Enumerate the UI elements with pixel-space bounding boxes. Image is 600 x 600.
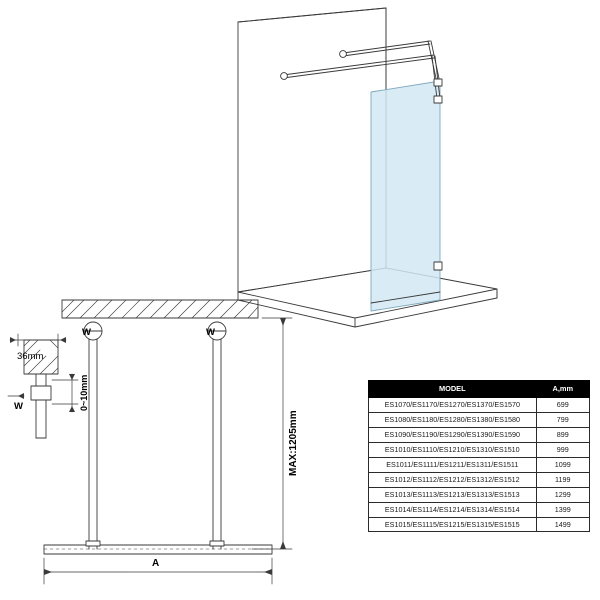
model-size-table [368,380,590,532]
table-header-row [369,381,590,398]
table-row [369,472,590,487]
label-adjust-range: 0~10mm [79,374,89,411]
table-row [369,487,590,502]
cell-model: ES1012/ES1112/ES1212/ES1312/ES1512 [369,472,537,487]
table-row [369,517,590,532]
cell-a: 1099 [536,457,589,472]
cell-a: 1199 [536,472,589,487]
cell-a: 799 [536,413,589,428]
cell-model: ES1080/ES1180/ES1280/ES1380/ES1580 [369,413,537,428]
table-row [369,413,590,428]
label-wall-mark-side: W [14,401,23,412]
cell-a: 699 [536,398,589,413]
label-wall-mark-top-left: W [82,327,91,338]
cell-model: ES1015/ES1115/ES1215/ES1315/ES1515 [369,517,537,532]
cell-model: ES1011/ES1111/ES1211/ES1311/ES1511 [369,457,537,472]
cell-a: 999 [536,442,589,457]
cell-model: ES1070/ES1170/ES1270/ES1370/ES1570 [369,398,537,413]
cell-model: ES1010/ES1110/ES1210/ES1310/ES1510 [369,442,537,457]
cell-a: 1499 [536,517,589,532]
cell-model: ES1013/ES1113/ES1213/ES1313/ES1513 [369,487,537,502]
elevation-view [8,300,292,584]
cell-model: ES1090/ES1190/ES1290/ES1390/ES1590 [369,427,537,442]
cell-a: 1399 [536,502,589,517]
table-row [369,502,590,517]
label-max-height: MAX:1205mm [288,410,299,476]
table-row [369,457,590,472]
cell-a: 899 [536,427,589,442]
label-bracket-width: 36mm [17,351,44,362]
cell-model: ES1014/ES1114/ES1214/ES1314/ES1514 [369,502,537,517]
label-wall-mark-top-right: W [206,327,215,338]
cell-a: 1299 [536,487,589,502]
table-row [369,398,590,413]
label-width-dimension: A [152,558,160,569]
table-row [369,442,590,457]
table-header-a: A,mm [536,381,589,398]
perspective-view [238,8,497,327]
table-row [369,427,590,442]
table-header-model: MODEL [369,381,537,398]
